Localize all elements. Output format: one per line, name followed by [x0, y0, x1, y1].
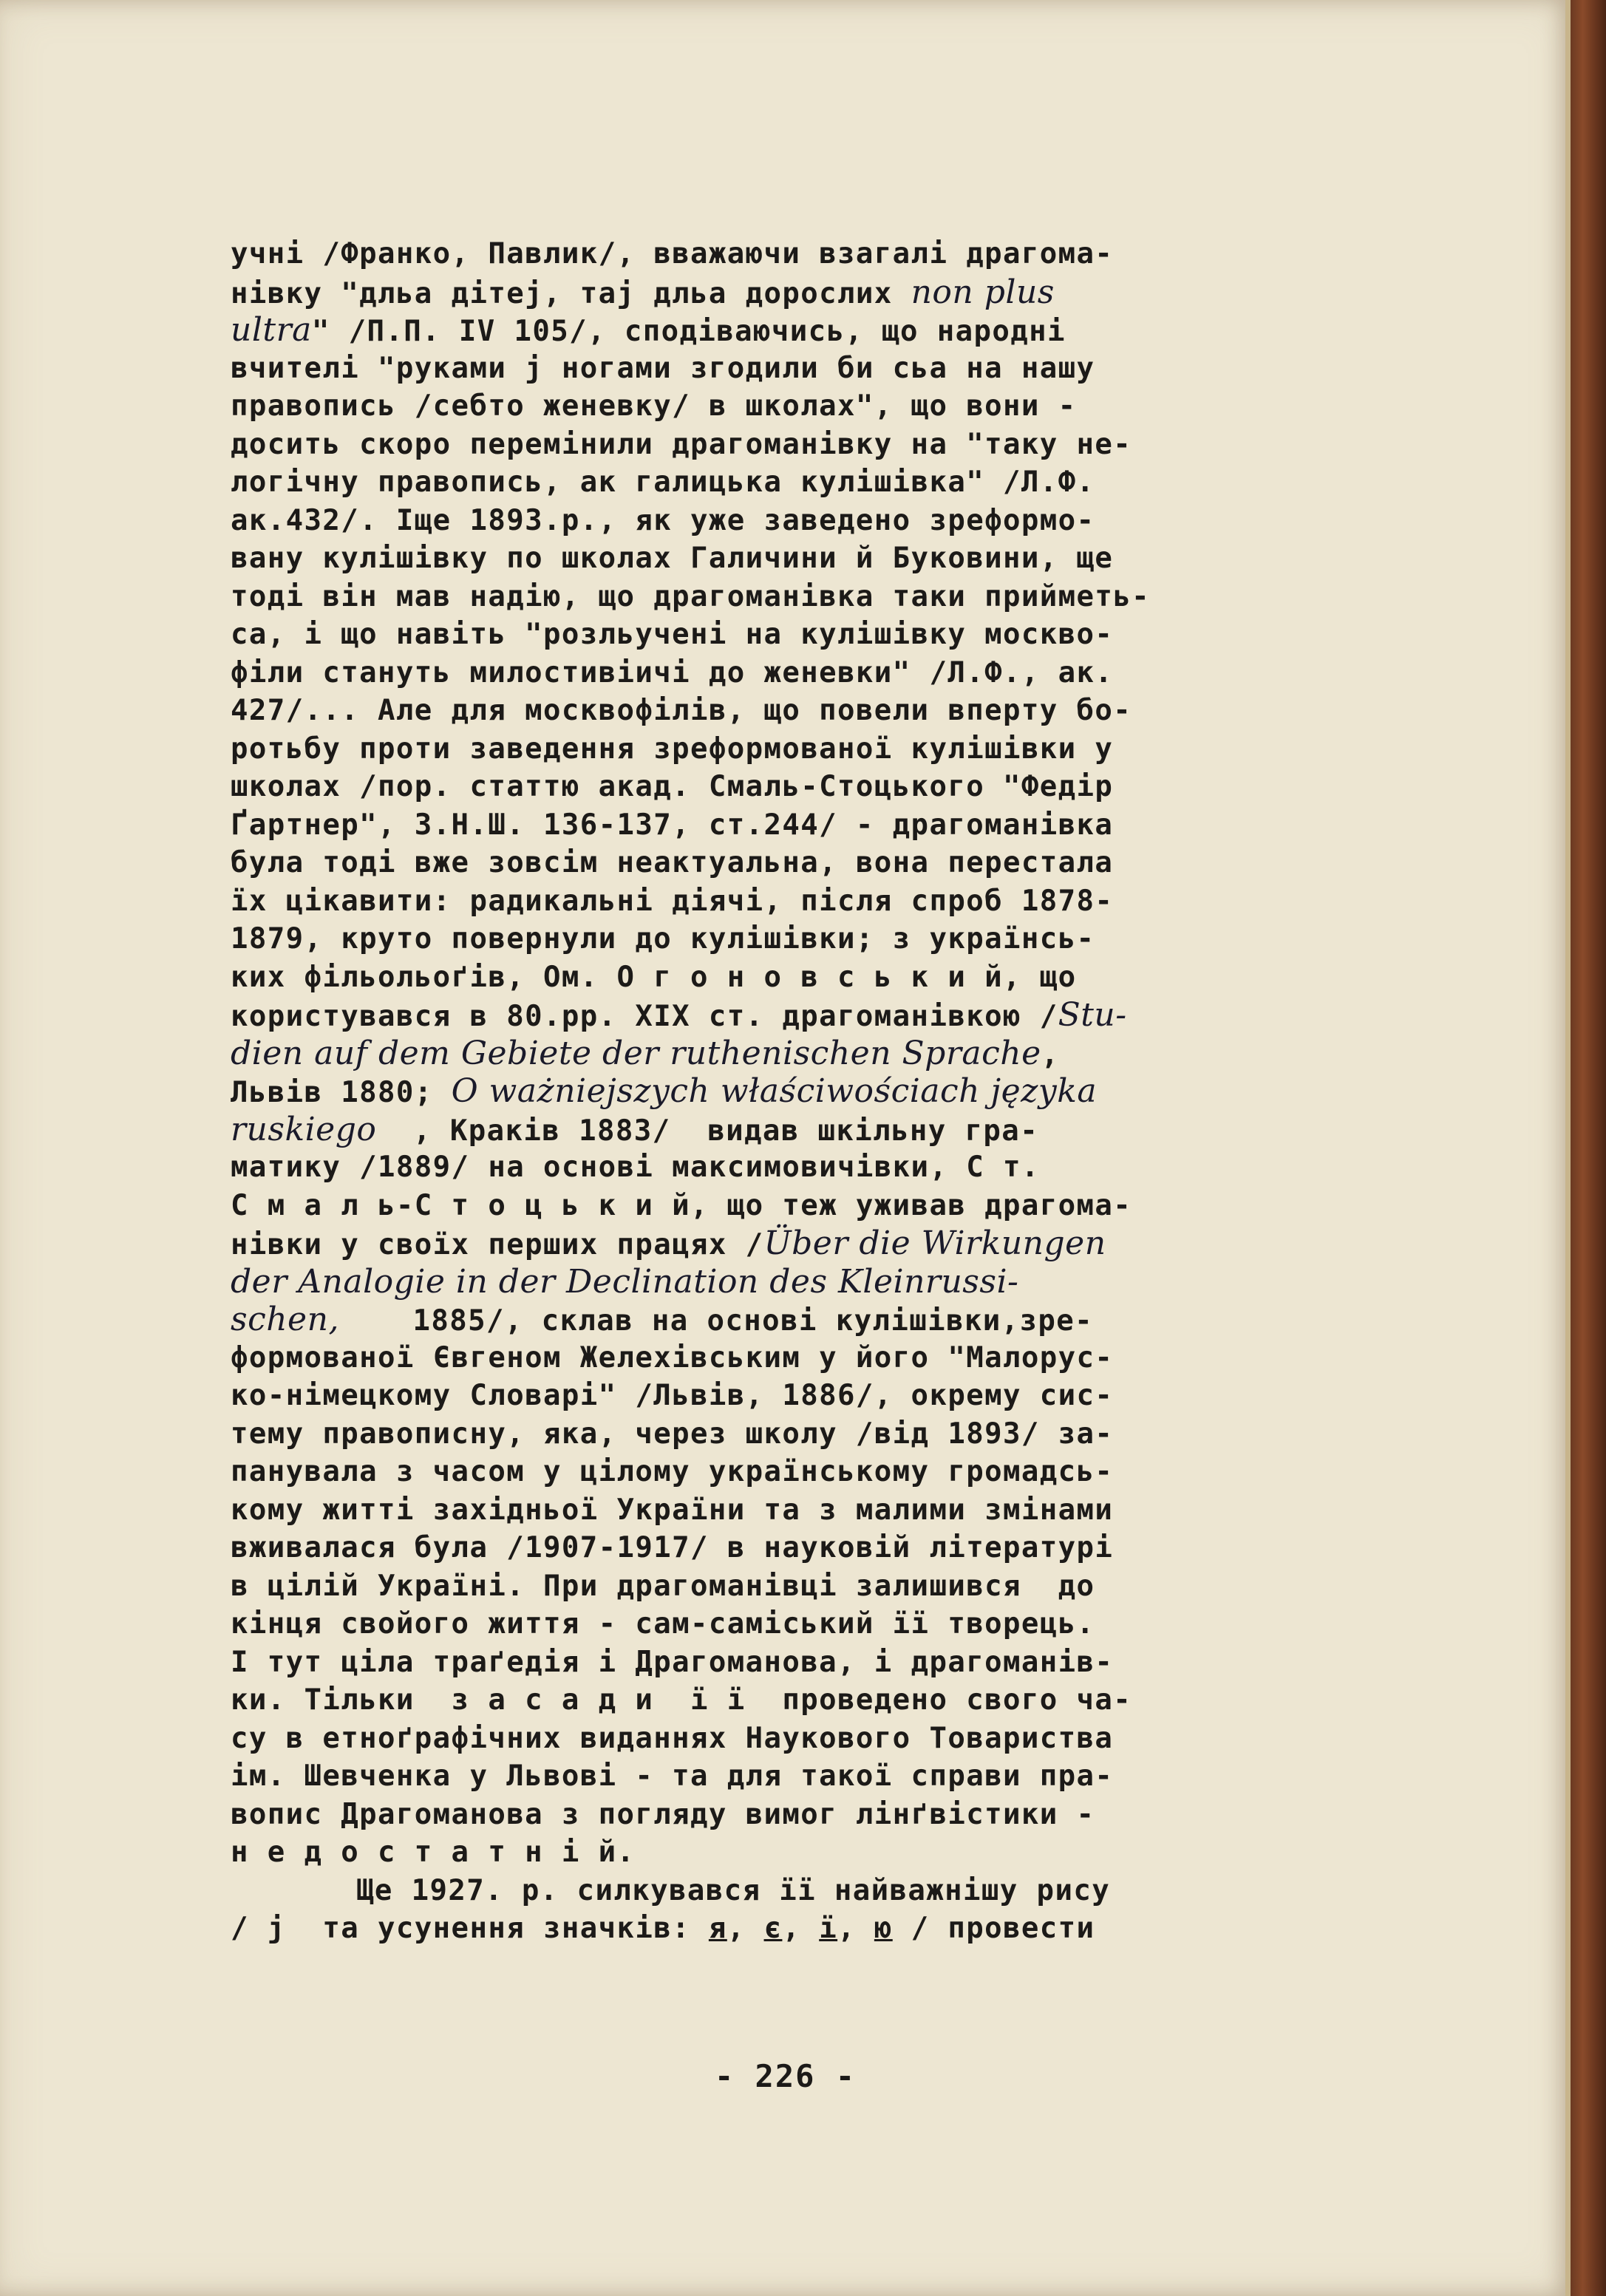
typed-text: нівки у своїх перших працях /	[231, 1228, 764, 1261]
typed-text: ю	[874, 1912, 893, 1945]
typed-text: філи стануть милостивіичі до женевки" /Л.Ф., ак.	[231, 655, 1114, 689]
typed-text: ,	[1041, 1038, 1060, 1072]
text-line	[231, 844, 1398, 882]
text-line	[231, 273, 1398, 312]
typed-text: в цілій Україні. При драгоманівці залишився до	[231, 1569, 1095, 1603]
typed-text: їх цікавити: радикальні діячі, після спроб 1878-	[231, 884, 1114, 918]
typed-text: досить скоро перемінили драгоманівку на "таку не-	[231, 427, 1132, 461]
text-line	[231, 1872, 1398, 1910]
text-line	[231, 616, 1398, 654]
text-line	[231, 539, 1398, 578]
handwritten-insert: Stu-	[1058, 996, 1127, 1034]
handwritten-insert: O ważniejszych właściwościach języka	[451, 1072, 1098, 1110]
typed-text: Львів 1880;	[231, 1076, 452, 1109]
text-line	[231, 1833, 1398, 1872]
text-line	[231, 654, 1398, 692]
text-line	[231, 1643, 1398, 1682]
text-line	[231, 1453, 1398, 1491]
typed-text: кому житті західньої України та з малими змінами	[231, 1493, 1114, 1527]
text-line	[231, 1035, 1398, 1073]
typed-text: н е д о с т а т н і й.	[231, 1836, 636, 1869]
text-line	[231, 311, 1398, 350]
text-line	[231, 1567, 1398, 1606]
typed-text: школах /пор. статтю акад. Смаль-Стоцького "Федір	[231, 770, 1114, 803]
typed-text: кінця свойого життя - сам-саміський її творець.	[231, 1607, 1095, 1641]
text-line	[231, 730, 1398, 769]
text-line	[231, 350, 1398, 388]
typed-text: була тоді вже зовсім неактуальна, вона перестала	[231, 846, 1114, 879]
text-line	[231, 1491, 1398, 1530]
typed-text: тоді він мав надію, що драгоманівка таки прийметь-	[231, 579, 1150, 613]
typed-text: 1879, круто повернули до кулішівки; з українсь-	[231, 922, 1095, 955]
typed-text: С м а л ь-С т о ц ь к и й, що теж уживав драгома-	[231, 1188, 1132, 1222]
typed-text: є	[763, 1912, 783, 1945]
text-line	[231, 996, 1398, 1035]
typed-text: " /П.П. IV 105/, сподіваючись, що народні	[311, 315, 1066, 348]
typed-text: ,	[727, 1912, 764, 1945]
typed-text: ко-німецкому Словарі" /Львів, 1886/, окрему сис-	[231, 1379, 1114, 1412]
typed-text: Ґартнер", З.Н.Ш. 136-137, ст.244/ - драгоманівка	[231, 808, 1114, 842]
text-line	[231, 1148, 1398, 1187]
typed-text: / провести	[892, 1912, 1095, 1945]
body-text	[231, 235, 1398, 1948]
text-line	[231, 1187, 1398, 1225]
typed-text: ,	[782, 1912, 820, 1945]
page-number: - 226 -	[714, 2058, 856, 2094]
typed-text: тему правописну, яка, через школу /від 1893/ за-	[231, 1417, 1114, 1451]
typed-text: ї	[819, 1912, 838, 1945]
text-line	[231, 463, 1398, 502]
typed-text: Ще 1927. р. силкувався її найважнішу рису	[356, 1873, 1111, 1907]
text-line	[231, 920, 1398, 958]
text-line	[231, 1301, 1398, 1339]
typed-text: , Краків 1883/ видав шкільну гра-	[376, 1114, 1039, 1148]
typed-text: са, і що навіть "розльучені на кулішівку москво-	[231, 618, 1114, 651]
text-line	[231, 387, 1398, 426]
text-line	[231, 882, 1398, 921]
text-line	[231, 1757, 1398, 1796]
handwritten-insert: ultra	[231, 311, 312, 349]
text-line	[231, 1529, 1398, 1567]
text-line	[231, 1910, 1398, 1948]
typed-text: ім. Шевченка у Львові - та для такої справи пра-	[231, 1760, 1114, 1793]
text-line	[231, 578, 1398, 616]
typed-text: вану кулішівку по школах Галичини й Буковини, ще	[231, 542, 1114, 575]
text-line	[231, 1111, 1398, 1149]
typed-text: вопис Драгоманова з погляду вимог лінґвістики -	[231, 1797, 1095, 1831]
typed-text: ки. Тільки з а с а д и ї ї проведено свого ча-	[231, 1683, 1132, 1717]
text-line	[231, 692, 1398, 730]
text-line	[231, 1681, 1398, 1720]
text-line	[231, 502, 1398, 540]
text-line	[231, 958, 1398, 997]
text-line	[231, 1072, 1398, 1111]
text-line	[231, 235, 1398, 273]
typed-text: ,	[837, 1912, 874, 1945]
handwritten-insert: schen,	[231, 1301, 339, 1338]
typed-text: нівку "дльа дітеј, тај дльа дорослих	[231, 276, 911, 310]
typed-text: ких фільольоґів, Ом. О г о н о в с ь к и й, що	[231, 960, 1077, 994]
text-line	[231, 768, 1398, 806]
typed-text: ротьбу проти заведення зреформованої кулішівки у	[231, 732, 1114, 766]
handwritten-insert: dien auf dem Gebiete der ruthenischen Sprache	[231, 1034, 1041, 1072]
handwritten-insert: ruskiego	[231, 1110, 377, 1148]
book-binding	[1571, 0, 1606, 2296]
typed-text: 427/... Але для москвофілів, що повели вперту бо-	[231, 694, 1132, 727]
text-line	[231, 426, 1398, 464]
typed-text: панувала з часом у цілому українському громадсь-	[231, 1455, 1114, 1488]
text-line	[231, 1377, 1398, 1415]
handwritten-insert: non plus	[911, 273, 1055, 311]
typed-text: 1885/, склав на основі кулішівки,зре-	[338, 1304, 1094, 1338]
typed-text: су в етноґрафічних виданнях Наукового Товариства	[231, 1721, 1114, 1755]
typed-text: учні /Франко, Павлик/, вважаючи взагалі драгома-	[231, 237, 1114, 270]
typed-text: правопись /себто женевку/ в школах", що вони -	[231, 389, 1077, 423]
typed-text: І тут ціла траґедія і Драгоманова, і драгоманів-	[231, 1645, 1114, 1679]
typed-text: користувався в 80.рр. XIX ст. драгоманівкою /	[231, 1000, 1058, 1033]
text-line	[231, 1720, 1398, 1758]
typed-text: / ј та усунення значків:	[231, 1912, 709, 1945]
typed-text: матику /1889/ на основі максимовичівки, С т.	[231, 1151, 1040, 1184]
text-line	[231, 1796, 1398, 1834]
handwritten-insert: Über die Wirkungen	[763, 1224, 1106, 1262]
typed-text: ак.432/. Іще 1893.р., як уже заведено зреформо-	[231, 503, 1095, 537]
text-line	[231, 806, 1398, 845]
typed-text: вчителі "руками ј ногами згодили би сьа на нашу	[231, 351, 1095, 385]
text-line	[231, 1263, 1398, 1301]
text-line	[231, 1605, 1398, 1643]
typed-text: логічну правопись, ак галицька кулішівка" /Л.Ф.	[231, 466, 1095, 499]
text-line	[231, 1339, 1398, 1377]
text-line	[231, 1224, 1398, 1263]
text-line	[231, 1415, 1398, 1454]
typed-text: вживалася була /1907-1917/ в науковій літературі	[231, 1531, 1114, 1564]
handwritten-insert: der Analogie in der Declination des Kleinrussi-	[231, 1262, 1019, 1301]
typed-text: я	[708, 1912, 727, 1945]
typed-text: формованої Євгеном Желехівським у його "Малорус-	[231, 1341, 1114, 1374]
